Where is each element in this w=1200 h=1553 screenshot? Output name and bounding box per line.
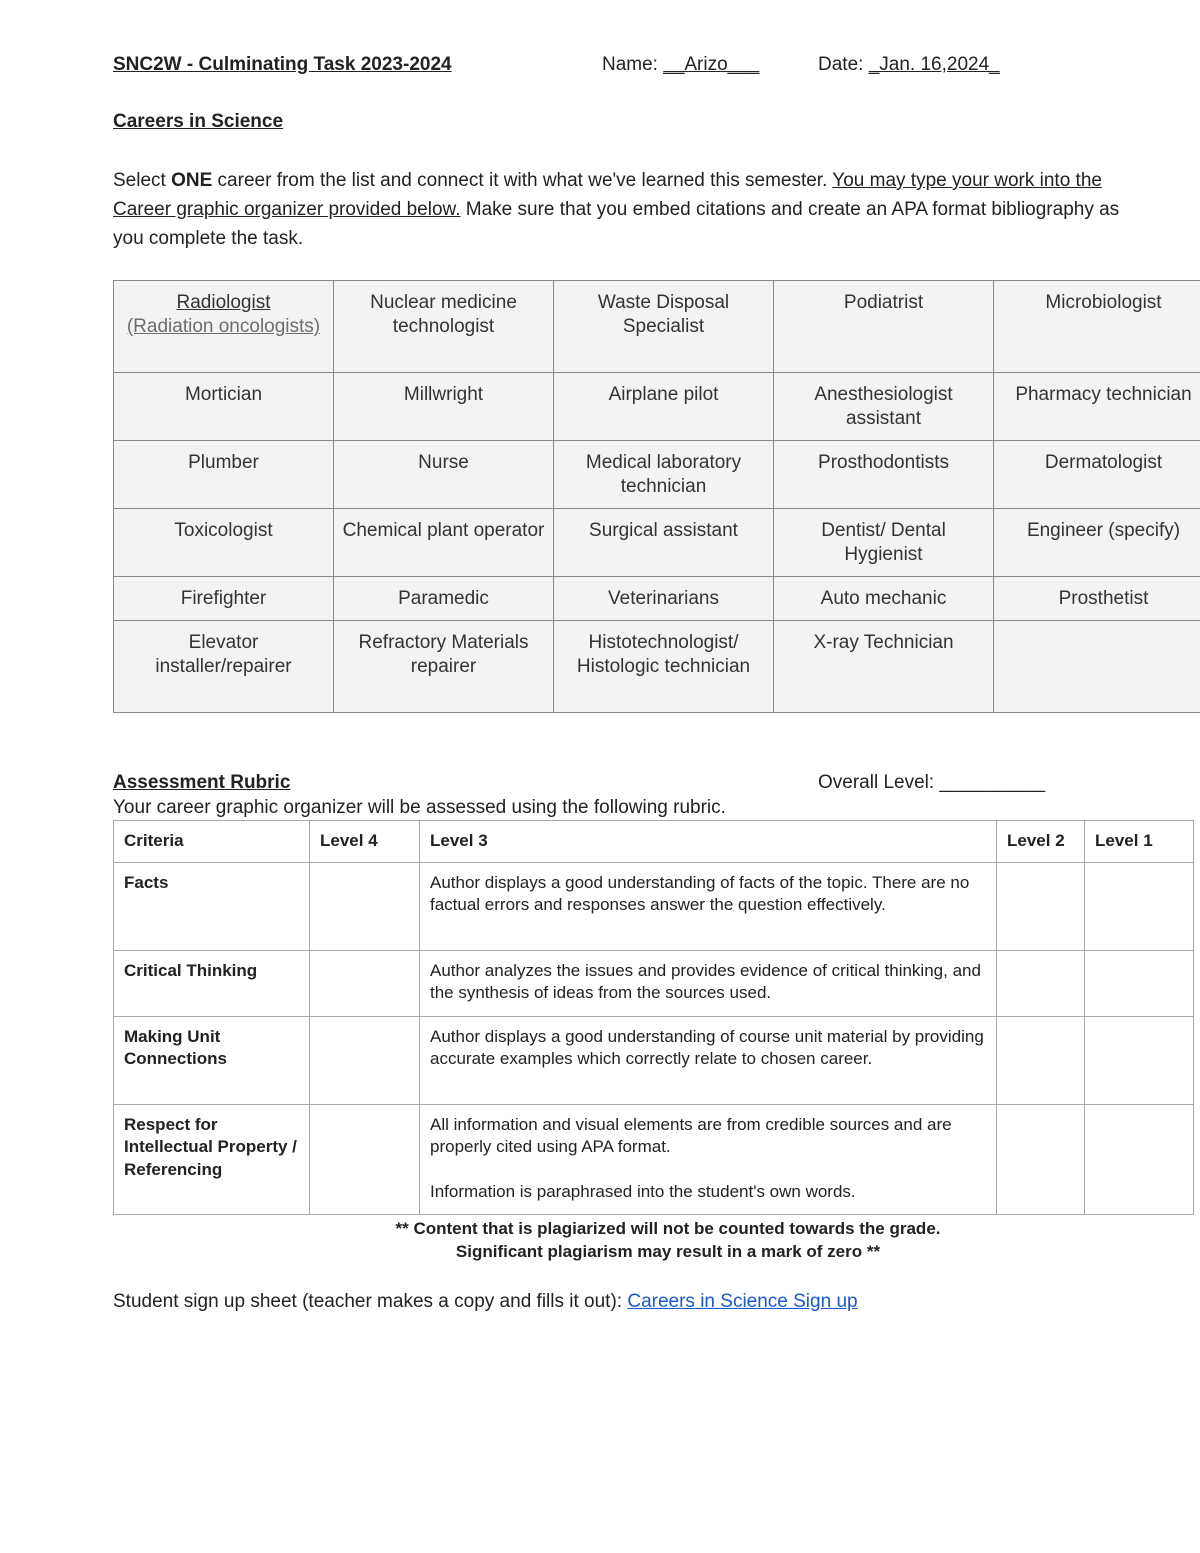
rubric-row <box>114 862 1194 950</box>
rubric-level3-cell: Author analyzes the issues and provides evidence of critical thinking, and the synthesis of ideas from the sources used. <box>420 950 997 1016</box>
rubric-level3-extra: Information is paraphrased into the student's own words. <box>430 1181 856 1201</box>
career-cell: Engineer (specify) <box>994 509 1200 577</box>
rubric-level3-text: All information and visual elements are from credible sources and are properly cited using APA format. <box>430 1114 952 1156</box>
career-cell: Prosthodontists <box>774 441 994 509</box>
rubric-level1-cell <box>1085 1104 1194 1214</box>
careers-row <box>114 373 1200 441</box>
career-cell: Plumber <box>114 441 334 509</box>
section-title: Careers in Science <box>113 111 284 132</box>
signup-link[interactable]: Careers in Science Sign up <box>627 1291 858 1312</box>
date-value: _Jan. 16,2024_ <box>868 54 1000 75</box>
career-cell: Dermatologist <box>994 441 1200 509</box>
career-cell: Anesthesiologist assistant <box>774 373 994 441</box>
signup-line <box>113 1291 858 1313</box>
rubric-level2-cell <box>997 1016 1085 1104</box>
name-value: __Arizo___ <box>663 54 760 75</box>
careers-row <box>114 281 1200 373</box>
rubric-level3-cell: Author displays a good understanding of course unit material by providing accurate examples which correctly relate to chosen career. <box>420 1016 997 1104</box>
rubric-level1-cell <box>1085 950 1194 1016</box>
rubric-row <box>114 1016 1194 1104</box>
name-field <box>602 54 759 76</box>
overall-level: Overall Level: __________ <box>818 772 1046 793</box>
instructions <box>113 166 1133 253</box>
career-cell: Nurse <box>334 441 554 509</box>
rubric-intro: Your career graphic organizer will be assessed using the following rubric. <box>113 797 726 818</box>
career-cell: Pharmacy technician <box>994 373 1200 441</box>
career-cell: Microbiologist <box>994 281 1200 373</box>
career-cell: Toxicologist <box>114 509 334 577</box>
rubric-header: Criteria <box>114 821 310 863</box>
rubric-criteria: Facts <box>114 862 310 950</box>
careers-row <box>114 621 1200 713</box>
rubric-level4-cell <box>310 950 420 1016</box>
careers-table <box>113 280 1200 713</box>
task-title: SNC2W - Culminating Task 2023-2024 <box>113 54 452 75</box>
plagiarism-line-1: ** Content that is plagiarized will not be counted towards the grade. <box>395 1219 941 1238</box>
careers-row <box>114 509 1200 577</box>
career-cell: Airplane pilot <box>554 373 774 441</box>
career-cell-empty <box>994 621 1200 713</box>
careers-row <box>114 441 1200 509</box>
rubric-level1-cell <box>1085 862 1194 950</box>
rubric-criteria: Making Unit Connections <box>114 1016 310 1104</box>
rubric-level1-cell <box>1085 1016 1194 1104</box>
rubric-criteria: Critical Thinking <box>114 950 310 1016</box>
career-cell: Waste Disposal Specialist <box>554 281 774 373</box>
career-cell: Veterinarians <box>554 577 774 621</box>
career-cell: Podiatrist <box>774 281 994 373</box>
career-cell: Firefighter <box>114 577 334 621</box>
career-cell: Nuclear medicine technologist <box>334 281 554 373</box>
rubric-title: Assessment Rubric <box>113 772 291 793</box>
career-cell: Histotechnologist/ Histologic technician <box>554 621 774 713</box>
name-label: Name: <box>602 54 658 75</box>
rubric-criteria: Respect for Intellectual Property / Referencing <box>114 1104 310 1214</box>
instructions-bold: ONE <box>171 170 213 191</box>
career-cell: Refractory Materials repairer <box>334 621 554 713</box>
rubric-row <box>114 950 1194 1016</box>
instructions-part2: career from the list and connect it with what we've learned this semester. <box>212 170 833 191</box>
date-label: Date: <box>818 54 864 75</box>
rubric-header-row <box>114 821 1194 863</box>
instructions-part1: Select <box>113 170 172 191</box>
career-cell: Dentist/ Dental Hygienist <box>774 509 994 577</box>
rubric-level3-cell <box>420 1104 997 1214</box>
rubric-level4-cell <box>310 862 420 950</box>
rubric-level2-cell <box>997 950 1085 1016</box>
career-cell: Elevator installer/repairer <box>114 621 334 713</box>
career-cell: Mortician <box>114 373 334 441</box>
radiologist-link[interactable]: Radiologist <box>176 292 271 313</box>
career-cell: Prosthetist <box>994 577 1200 621</box>
career-cell: Surgical assistant <box>554 509 774 577</box>
rubric-row <box>114 1104 1194 1214</box>
rubric-header: Level 3 <box>420 821 997 863</box>
career-cell: Auto mechanic <box>774 577 994 621</box>
career-cell: Paramedic <box>334 577 554 621</box>
instructions-part3: Make sure that you embed citations and create an APA format bibliography as you complete the task. <box>113 199 1120 249</box>
radiation-oncologists-link[interactable]: (Radiation oncologists) <box>126 316 321 337</box>
date-field <box>818 54 1000 76</box>
rubric-level3-cell: Author displays a good understanding of facts of the topic. There are no factual errors and responses answer the question effectively. <box>420 862 997 950</box>
rubric-level2-cell <box>997 862 1085 950</box>
rubric-header: Level 1 <box>1085 821 1194 863</box>
rubric-header: Level 2 <box>997 821 1085 863</box>
career-cell: X-ray Technician <box>774 621 994 713</box>
career-cell: Millwright <box>334 373 554 441</box>
career-cell: Medical laboratory technician <box>554 441 774 509</box>
rubric-level4-cell <box>310 1016 420 1104</box>
plagiarism-line-2: Significant plagiarism may result in a mark of zero ** <box>455 1242 881 1261</box>
rubric-level4-cell <box>310 1104 420 1214</box>
plagiarism-note <box>113 1217 1200 1263</box>
rubric-table <box>113 820 1194 1215</box>
career-cell: Chemical plant operator <box>334 509 554 577</box>
careers-row <box>114 577 1200 621</box>
rubric-level2-cell <box>997 1104 1085 1214</box>
career-cell[interactable] <box>114 281 334 373</box>
rubric-header: Level 4 <box>310 821 420 863</box>
signup-text: Student sign up sheet (teacher makes a copy and fills it out): <box>113 1291 628 1312</box>
instructions-underlined: You may type your work into the Career graphic organizer provided below. <box>113 170 1102 220</box>
